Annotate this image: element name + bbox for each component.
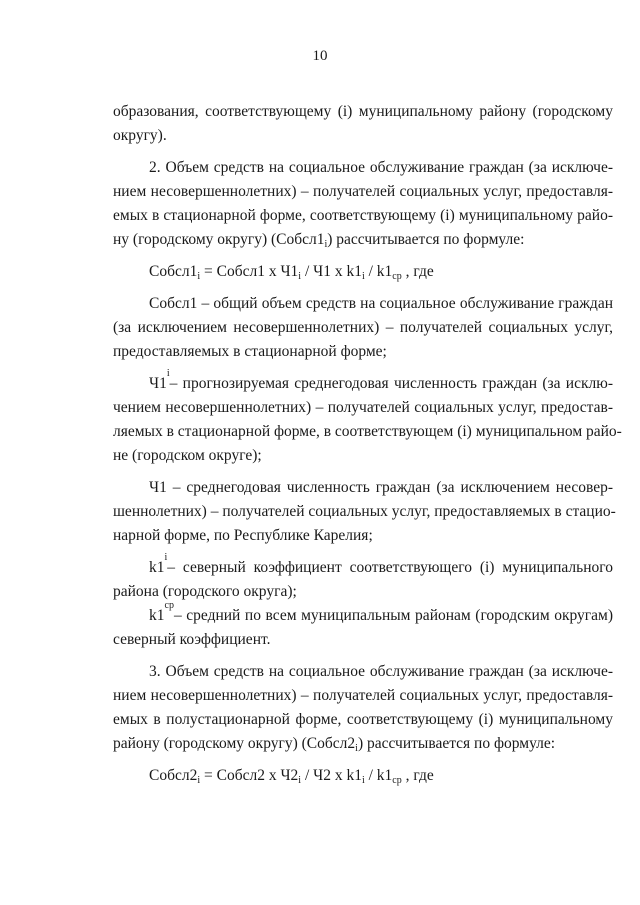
def-ch1i-line-4: не (городском округе); (113, 447, 262, 464)
p3-line-4: району (городскому округу) $(Собсл2_i)$ рассчитывается по формуле: (113, 735, 556, 754)
p1-line-1: образования, соответствующему (i) муниципальному району (городскому (113, 103, 613, 120)
p3-line-3: емых в полустационарной форме, соответствующему (i) муниципальному (113, 711, 613, 728)
def-k1sr-line-2: северный коэффициент. (113, 631, 271, 648)
p2-line-2: нием несовершеннолетних) – получателей социальных услуг, предоставля- (113, 183, 613, 200)
def-ch1-line-2: шеннолетних) – получателей социальных услуг, предоставляемых в стацио- (113, 503, 616, 520)
def-ch1i-line-2: чением несовершеннолетних) – получателей социальных услуг, предостав- (113, 399, 613, 416)
p2-line-1: 2. Объем средств на социальное обслуживание граждан (за исключе- (149, 159, 613, 176)
p2-line-4: ну (городскому округу) $(Собсл1_i)$ рассчитывается по формуле: (113, 231, 525, 250)
p3-line-2: нием несовершеннолетних) – получателей социальных услуг, предоставля- (113, 687, 613, 704)
p1-line-2: округу). (113, 127, 167, 144)
p2-line-3: емых в стационарной форме, соответствующему (i) муниципальному райо- (113, 207, 613, 224)
def-k1sr-line-1: k1 ср – средний по всем муниципальным районам (городским округам) (149, 600, 613, 624)
def-sobsl1-line-1: Собсл1 – общий объем средств на социальное обслуживание граждан (149, 295, 613, 312)
formula-2: $Собсл2_i$ = Собсл2 х $Ч2_i / Ч2$ х $k1_i / k1_{ср}$ , где (149, 767, 434, 786)
def-ch1-line-3: нарной форме, по Республике Карелия; (113, 527, 373, 544)
def-k1i-line-2: района (городского округа); (113, 583, 297, 600)
p3-line-1: 3. Объем средств на социальное обслуживание граждан (за исключе- (149, 663, 613, 680)
def-ch1-line-1: Ч1 – среднегодовая численность граждан (за исключением несовер- (149, 479, 613, 496)
formula-1: $Собсл1_i$ = Собсл1 х $Ч1_i / Ч1$ х $k1_i / k1_{ср}$ , где (149, 263, 434, 282)
page-number: 10 (312, 48, 328, 64)
def-ch1i-line-3: ляемых в стационарной форме, в соответствующем (i) муниципальном райо- (113, 423, 622, 440)
def-sobsl1-line-3: предоставляемых в стационарной форме; (113, 343, 387, 360)
def-k1i-line-1: k1 i – северный коэффициент соответствующего (i) муниципального (149, 552, 613, 576)
def-ch1i-line-1: Ч1 i – прогнозируемая среднегодовая численность граждан (за исклю- (149, 368, 613, 392)
def-sobsl1-line-2: (за исключением несовершеннолетних) – получателей социальных услуг, (113, 319, 613, 336)
